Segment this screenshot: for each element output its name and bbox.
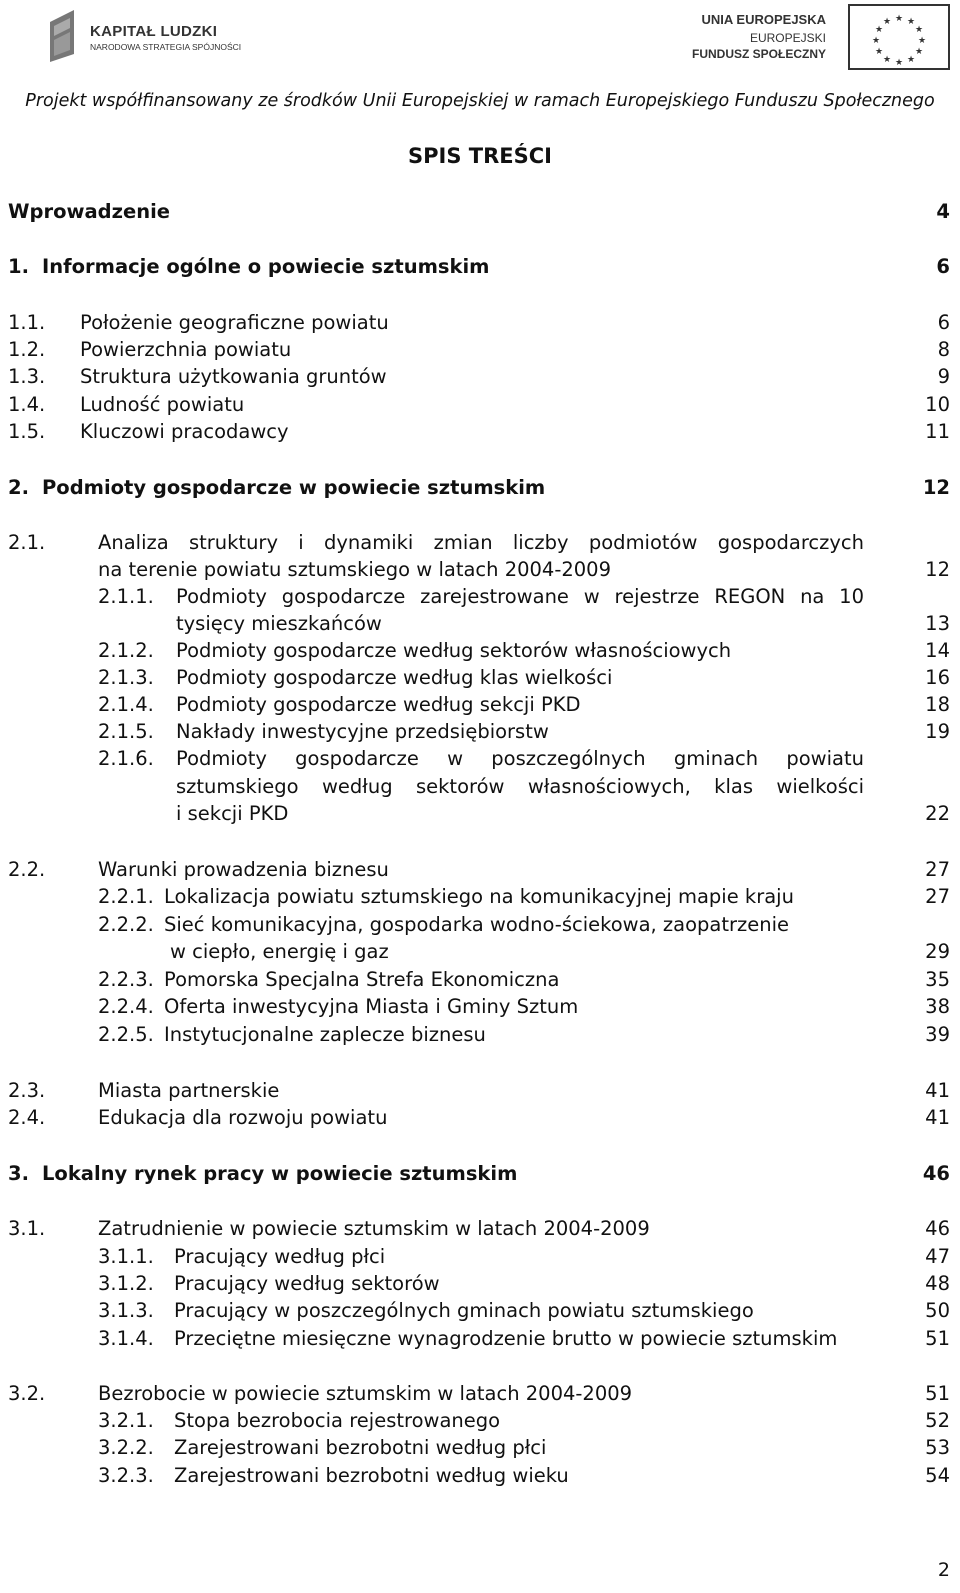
kapital-ludzki-subtitle: NARODOWA STRATEGIA SPÓJNOŚCI xyxy=(90,42,242,52)
toc-entry-number: 3.2.2. xyxy=(98,1436,154,1459)
toc-entry-title: Wprowadzenie xyxy=(8,200,170,223)
toc-entry-title: Ludność powiatu xyxy=(80,393,245,416)
toc-entry-page: 22 xyxy=(925,802,950,825)
toc-entry-number: 3.2. xyxy=(8,1382,46,1405)
toc-entry-number: 3.1.3. xyxy=(98,1299,154,1322)
toc-entry-number: 1.5. xyxy=(8,420,46,443)
eu-logo xyxy=(650,4,950,70)
toc-entry-title: Oferta inwestycyjna Miasta i Gminy Sztum xyxy=(164,995,579,1018)
toc-entry-title-line2: sztumskiego według sektorów własnościowych, klas wielkości xyxy=(176,775,864,798)
toc-entry-title: Analiza struktury i dynamiki zmian liczby podmiotów gospodarczych xyxy=(98,531,864,554)
toc-entry xyxy=(0,1326,960,1352)
toc-entry-page: 50 xyxy=(925,1299,950,1322)
svg-text:★: ★ xyxy=(914,47,924,57)
toc-entry-number: 2.1.1. xyxy=(98,585,154,608)
svg-text:★: ★ xyxy=(871,36,881,46)
toc-entry-page: 51 xyxy=(925,1327,950,1350)
toc-entry xyxy=(0,638,960,664)
toc-entry xyxy=(0,1105,960,1131)
eu-flag-icon xyxy=(848,4,950,70)
toc-entry xyxy=(0,337,960,363)
toc-entry xyxy=(0,199,960,225)
toc-entry xyxy=(0,364,960,390)
toc-entry-number: 3.1.2. xyxy=(98,1272,154,1295)
toc-entry-title: Pracujący w poszczególnych gminach powiatu sztumskiego xyxy=(174,1299,754,1322)
toc-entry-page: 51 xyxy=(925,1382,950,1405)
toc-entry-page: 9 xyxy=(937,365,950,388)
toc-entry xyxy=(0,1216,960,1242)
toc-entry xyxy=(0,584,960,610)
toc-entry xyxy=(0,419,960,445)
toc-entry-title-line2: tysięcy mieszkańców xyxy=(176,612,382,635)
toc-entry-page: 4 xyxy=(936,200,950,223)
toc-entry-page: 12 xyxy=(922,476,950,499)
toc-entry-number: 2.3. xyxy=(8,1079,46,1102)
eu-logo-line1: UNIA EUROPEJSKA xyxy=(701,12,826,27)
toc-entry-title: Zarejestrowani bezrobotni według wieku xyxy=(174,1464,569,1487)
toc-entry-number: 2.1.3. xyxy=(98,666,154,689)
toc-entry xyxy=(0,857,960,883)
toc-entry-title: Pracujący według płci xyxy=(174,1245,386,1268)
svg-text:★: ★ xyxy=(894,58,904,68)
toc-entry-number: 2.1.6. xyxy=(98,747,154,770)
toc-entry xyxy=(0,994,960,1020)
toc-entry-number: 2.2.2. xyxy=(98,913,154,936)
svg-text:★: ★ xyxy=(917,36,927,46)
toc-entry-title-line3: i sekcji PKD xyxy=(176,802,289,825)
toc-entry-number: 2.2.3. xyxy=(98,968,154,991)
toc-entry-title: Warunki prowadzenia biznesu xyxy=(98,858,389,881)
toc-entry-number: 2.2. xyxy=(8,858,46,881)
toc-entry-number: 2.4. xyxy=(8,1106,46,1129)
toc-entry xyxy=(0,475,960,501)
toc-entry-page: 39 xyxy=(925,1023,950,1046)
toc-entry-number: 1. xyxy=(8,255,29,278)
toc-entry-number: 3.1.1. xyxy=(98,1245,154,1268)
toc-entry-page: 6 xyxy=(937,311,950,334)
svg-text:★: ★ xyxy=(906,17,916,27)
kapital-ludzki-logo xyxy=(44,6,244,66)
toc-entry xyxy=(0,912,960,938)
svg-text:★: ★ xyxy=(874,47,884,57)
toc-entry-continuation xyxy=(0,774,960,800)
toc-entry-title: Położenie geograficzne powiatu xyxy=(80,311,389,334)
toc-entry-number: 2.2.4. xyxy=(98,995,154,1018)
toc-entry-number: 2.1. xyxy=(8,531,46,554)
toc-entry-number: 2.2.1. xyxy=(98,885,154,908)
toc-entry-title: Podmioty gospodarcze w powiecie sztumskim xyxy=(42,476,546,499)
toc-entry-title: Podmioty gospodarcze według sekcji PKD xyxy=(176,693,581,716)
toc-entry-page: 6 xyxy=(936,255,950,278)
page-title: SPIS TREŚCI xyxy=(408,144,552,168)
toc-entry-page: 10 xyxy=(925,393,950,416)
toc-entry-title: Sieć komunikacyjna, gospodarka wodno-ściekowa, zaopatrzenie xyxy=(164,913,790,936)
toc-entry xyxy=(0,1271,960,1297)
toc-entry xyxy=(0,1078,960,1104)
toc-entry-title: Kluczowi pracodawcy xyxy=(80,420,289,443)
toc-entry-page: 41 xyxy=(925,1079,950,1102)
toc-entry-page: 11 xyxy=(925,420,950,443)
toc-entry xyxy=(0,254,960,280)
toc-entry-page: 16 xyxy=(925,666,950,689)
toc-entry-number: 2.1.2. xyxy=(98,639,154,662)
svg-text:★: ★ xyxy=(882,17,892,27)
toc-entry-title: Pomorska Specjalna Strefa Ekonomiczna xyxy=(164,968,560,991)
toc-entry xyxy=(0,1463,960,1489)
toc-entry-continuation xyxy=(0,939,960,965)
toc-entry xyxy=(0,1244,960,1270)
toc-entry-page: 52 xyxy=(925,1409,950,1432)
toc-entry-page: 29 xyxy=(925,940,950,963)
toc-entry xyxy=(0,719,960,745)
toc-entry-continuation xyxy=(0,801,960,827)
svg-text:★: ★ xyxy=(906,55,916,65)
toc-entry-title-line2: na terenie powiatu sztumskiego w latach 2004-2009 xyxy=(98,558,611,581)
toc-entry xyxy=(0,967,960,993)
toc-entry xyxy=(0,530,960,556)
toc-entry-continuation xyxy=(0,557,960,583)
toc-entry-number: 1.4. xyxy=(8,393,46,416)
toc-entry-number: 3.2.3. xyxy=(98,1464,154,1487)
toc-entry-title: Nakłady inwestycyjne przedsiębiorstw xyxy=(176,720,549,743)
toc-entry-title: Przeciętne miesięczne wynagrodzenie brutto w powiecie sztumskim xyxy=(174,1327,838,1350)
toc-entry-title: Podmioty gospodarcze według klas wielkości xyxy=(176,666,613,689)
toc-entry-title: Miasta partnerskie xyxy=(98,1079,280,1102)
page-number: 2 xyxy=(937,1559,950,1581)
toc-entry-page: 12 xyxy=(925,558,950,581)
toc-entry xyxy=(0,746,960,772)
svg-text:★: ★ xyxy=(914,25,924,35)
toc-entry-page: 35 xyxy=(925,968,950,991)
toc-entry-number: 1.2. xyxy=(8,338,46,361)
toc-entry-title: Pracujący według sektorów xyxy=(174,1272,440,1295)
toc-entry-number: 2.1.4. xyxy=(98,693,154,716)
toc-entry-title: Podmioty gospodarcze zarejestrowane w rejestrze REGON na 10 xyxy=(176,585,864,608)
toc-entry-title: Lokalizacja powiatu sztumskiego na komunikacyjnej mapie kraju xyxy=(164,885,794,908)
toc-entry-number: 3. xyxy=(8,1162,29,1185)
toc-entry xyxy=(0,1381,960,1407)
toc-entry xyxy=(0,692,960,718)
toc-entry-title: Podmioty gospodarcze według sektorów własnościowych xyxy=(176,639,732,662)
toc-entry-page: 48 xyxy=(925,1272,950,1295)
toc-entry xyxy=(0,392,960,418)
toc-entry-continuation xyxy=(0,611,960,637)
toc-entry-page: 54 xyxy=(925,1464,950,1487)
toc-entry-title: Lokalny rynek pracy w powiecie sztumskim xyxy=(42,1162,518,1185)
toc-entry-number: 2. xyxy=(8,476,29,499)
toc-entry-page: 53 xyxy=(925,1436,950,1459)
kapital-ludzki-name: KAPITAŁ LUDZKI xyxy=(90,23,218,40)
toc-entry-page: 19 xyxy=(925,720,950,743)
toc-entry-title: Stopa bezrobocia rejestrowanego xyxy=(174,1409,501,1432)
toc-entry-number: 2.1.5. xyxy=(98,720,154,743)
toc-entry-page: 27 xyxy=(925,885,950,908)
toc-entry-page: 8 xyxy=(937,338,950,361)
toc-entry-page: 46 xyxy=(922,1162,950,1185)
toc-entry-title: Struktura użytkowania gruntów xyxy=(80,365,387,388)
toc-entry-title: Bezrobocie w powiecie sztumskim w latach 2004-2009 xyxy=(98,1382,633,1405)
svg-text:★: ★ xyxy=(882,55,892,65)
toc-entry xyxy=(0,884,960,910)
toc-entry-number: 3.1. xyxy=(8,1217,46,1240)
toc-entry xyxy=(0,1022,960,1048)
toc-entry-page: 18 xyxy=(925,693,950,716)
toc-entry xyxy=(0,310,960,336)
toc-entry-title: Podmioty gospodarcze w poszczególnych gminach powiatu xyxy=(176,747,864,770)
toc-entry xyxy=(0,1298,960,1324)
toc-entry-title: Edukacja dla rozwoju powiatu xyxy=(98,1106,388,1129)
toc-entry-number: 1.1. xyxy=(8,311,46,334)
toc-entry xyxy=(0,1161,960,1187)
toc-entry-number: 3.2.1. xyxy=(98,1409,154,1432)
svg-text:★: ★ xyxy=(874,25,884,35)
toc-entry-page: 14 xyxy=(925,639,950,662)
toc-entry-title: Zatrudnienie w powiecie sztumskim w latach 2004-2009 xyxy=(98,1217,650,1240)
project-funding-line: Projekt współfinansowany ze środków Unii Europejskiej w ramach Europejskiego Funduszu Społecznego xyxy=(25,91,935,111)
toc-entry-number: 2.2.5. xyxy=(98,1023,154,1046)
toc-entry-page: 13 xyxy=(925,612,950,635)
toc-entry-page: 27 xyxy=(925,858,950,881)
toc-entry xyxy=(0,1408,960,1434)
toc-entry-title: Zarejestrowani bezrobotni według płci xyxy=(174,1436,547,1459)
toc-entry-page: 38 xyxy=(925,995,950,1018)
toc-entry-title: Powierzchnia powiatu xyxy=(80,338,292,361)
toc-entry-number: 3.1.4. xyxy=(98,1327,154,1350)
toc-entry-page: 47 xyxy=(925,1245,950,1268)
kapital-ludzki-emblem-icon xyxy=(44,6,80,64)
svg-text:★: ★ xyxy=(894,14,904,24)
toc-entry-number: 1.3. xyxy=(8,365,46,388)
toc-entry xyxy=(0,1435,960,1461)
toc-entry-title-line2: w ciepło, energię i gaz xyxy=(170,940,389,963)
eu-logo-line2: EUROPEJSKI xyxy=(749,31,826,45)
toc-entry-page: 46 xyxy=(925,1217,950,1240)
toc-entry-title: Instytucjonalne zaplecze biznesu xyxy=(164,1023,486,1046)
toc-entry xyxy=(0,665,960,691)
toc-entry-page: 41 xyxy=(925,1106,950,1129)
eu-logo-line3: FUNDUSZ SPOŁECZNY xyxy=(691,47,826,61)
toc-entry-title: Informacje ogólne o powiecie sztumskim xyxy=(42,255,490,278)
